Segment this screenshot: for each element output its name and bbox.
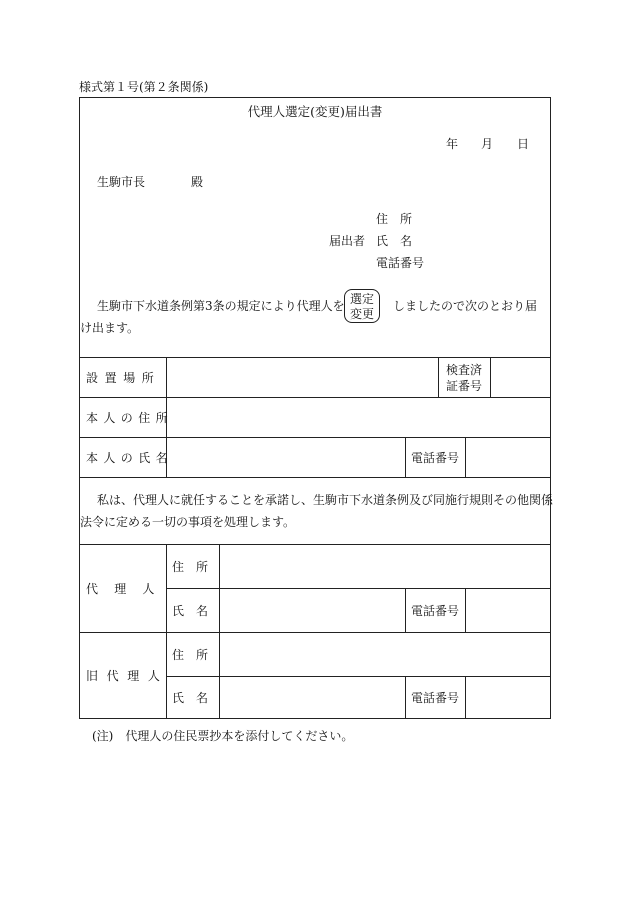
inspection-number-label-top: 検査済 (446, 363, 483, 377)
table-rule (438, 357, 439, 397)
table-rule (465, 588, 466, 632)
table-rule (465, 437, 466, 477)
date-year-label: 年 (446, 137, 459, 151)
agent-phone-label: 電話番号 (411, 604, 460, 618)
former-agent-phone-label: 電話番号 (411, 691, 460, 705)
applicant-name-label: 氏 名 (376, 234, 413, 248)
choice-brace (344, 289, 380, 323)
owner-address-label: 本人の住所 (86, 411, 174, 425)
declaration-text-before: 生駒市下水道条例第3条の規定により代理人を (97, 299, 345, 313)
table-rule (465, 676, 466, 719)
agent-label: 代理人 (86, 582, 171, 596)
table-rule (405, 437, 406, 477)
consent-text-line1: 私は、代理人に就任することを承諾し、生駒市下水道条例及び同施行規則その他関係 (97, 493, 554, 507)
date-month-label: 月 (481, 137, 494, 151)
former-agent-label: 旧代理人 (86, 669, 169, 683)
consent-text-line2: 法令に定める一切の事項を処理します。 (80, 515, 296, 529)
attachment-note: (注) 代理人の住民票抄本を添付してください。 (92, 729, 354, 743)
addressee-name: 生駒市長 (97, 175, 146, 189)
date-day-label: 日 (517, 137, 530, 151)
form-frame (79, 97, 554, 719)
table-rule (405, 588, 406, 632)
applicant-phone-label: 電話番号 (376, 256, 425, 270)
choice-option-select: 選定 (349, 292, 374, 306)
table-rule (79, 477, 551, 478)
table-rule (405, 676, 406, 719)
table-rule (166, 588, 551, 589)
table-rule (79, 357, 551, 358)
former-agent-address-label: 住 所 (172, 648, 209, 662)
table-rule (166, 676, 551, 677)
owner-name-label: 本人の氏名 (86, 451, 174, 465)
table-rule (79, 397, 551, 398)
addressee-honorific: 殿 (191, 175, 204, 189)
table-rule (79, 632, 551, 633)
table-rule (79, 437, 551, 438)
declaration-text-line2: け出ます。 (80, 321, 140, 335)
applicant-address-label: 住 所 (376, 212, 413, 226)
table-rule (219, 544, 220, 719)
table-rule (490, 357, 491, 397)
agent-address-label: 住 所 (172, 560, 209, 574)
former-agent-name-label: 氏 名 (172, 691, 209, 705)
install-location-label: 設置場所 (86, 371, 161, 385)
agent-name-label: 氏 名 (172, 604, 209, 618)
choice-option-change: 変更 (349, 307, 374, 321)
table-rule (79, 544, 551, 545)
owner-phone-label: 電話番号 (411, 451, 460, 465)
form-title: 代理人選定(変更)届出書 (247, 104, 383, 119)
form-number-label: 様式第１号(第２条関係) (79, 80, 209, 94)
applicant-label: 届出者 (329, 234, 366, 248)
table-rule (166, 544, 167, 719)
inspection-number-label-bottom: 証番号 (446, 379, 483, 393)
declaration-text-after: しましたので次のとおり届 (393, 299, 538, 313)
